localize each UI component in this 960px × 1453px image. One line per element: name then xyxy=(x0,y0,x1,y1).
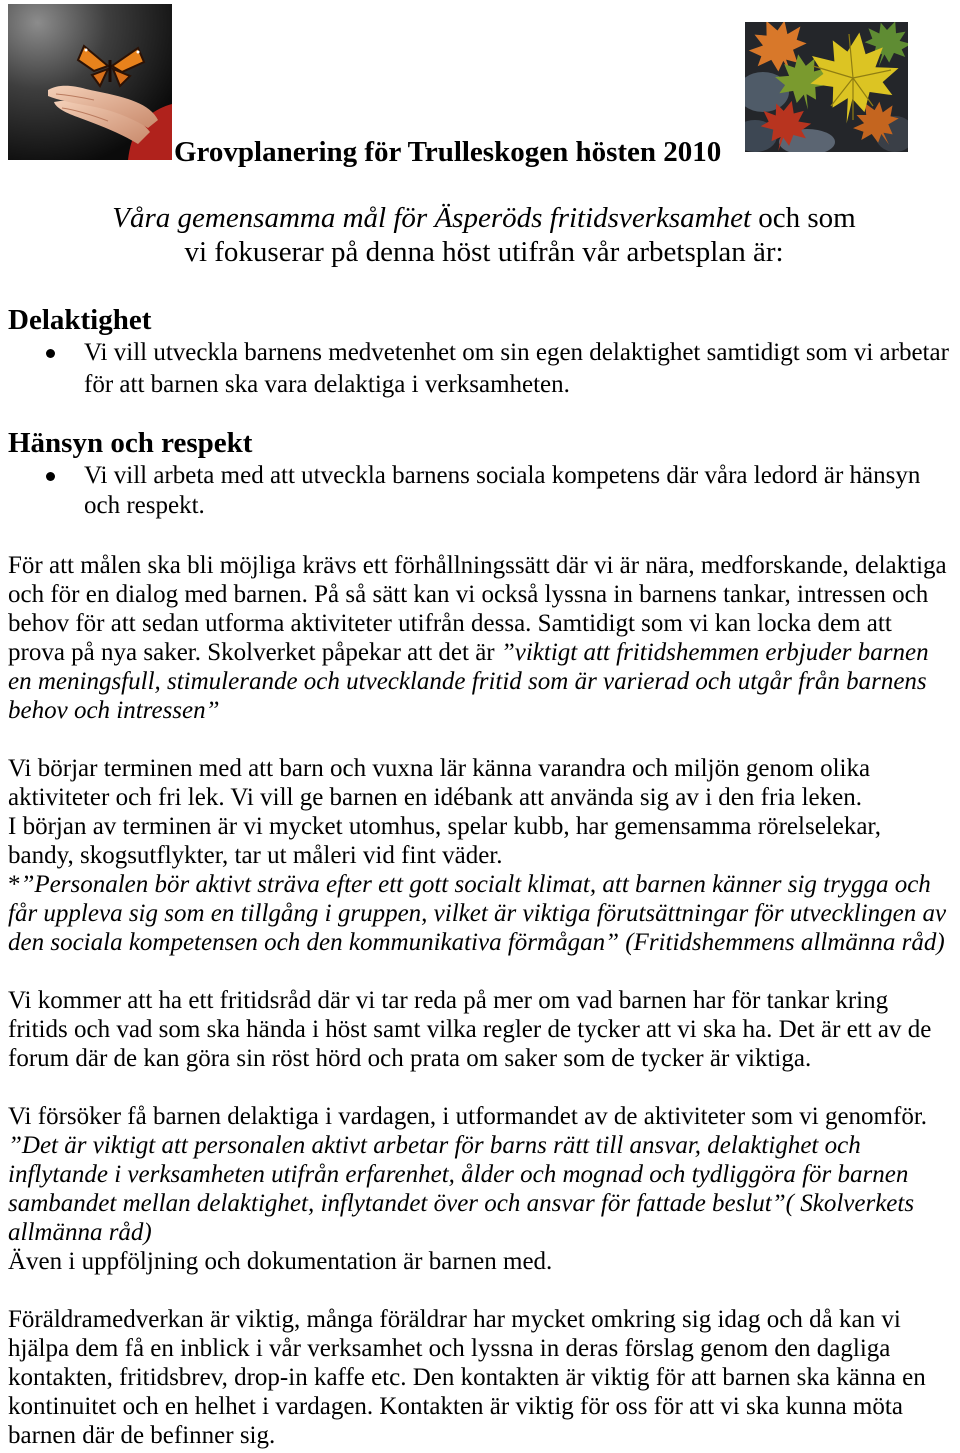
section-heading-delaktighet: Delaktighet xyxy=(8,304,152,336)
text-run: barnen där de befinner sig. xyxy=(8,1422,276,1449)
intro-text xyxy=(8,201,960,269)
body-paragraph xyxy=(8,1305,960,1450)
text-line xyxy=(8,1421,960,1450)
text-run: och som xyxy=(751,202,856,234)
text-line xyxy=(8,667,960,696)
italic-text: Våra gemensamma mål för Äsperöds fritidsverksamhet xyxy=(112,202,752,234)
text-line xyxy=(84,337,960,369)
body-paragraph xyxy=(8,1102,960,1276)
text-line xyxy=(8,580,960,609)
text-line xyxy=(8,1044,960,1073)
text-line xyxy=(8,696,960,725)
text-line xyxy=(84,491,960,521)
text-line xyxy=(8,1160,960,1189)
text-line xyxy=(8,841,960,870)
italic-text: allmänna råd) xyxy=(8,1219,152,1246)
text-run: för att barnen ska vara delaktiga i verksamheten. xyxy=(84,371,570,398)
butterfly-hands-image xyxy=(8,4,172,160)
text-line xyxy=(8,1189,960,1218)
text-line xyxy=(8,1334,960,1363)
text-line xyxy=(8,1247,960,1276)
text-run: bandy, skogsutflykter, tar ut måleri vid fint väder. xyxy=(8,842,503,869)
text-line xyxy=(8,201,960,235)
text-run: * xyxy=(8,871,21,898)
italic-text: behov och intressen” xyxy=(8,697,220,724)
autumn-leaves-image xyxy=(745,22,908,152)
bullet-text xyxy=(84,461,960,521)
text-line xyxy=(84,461,960,491)
text-line xyxy=(8,870,960,899)
text-line xyxy=(8,638,960,667)
text-line xyxy=(8,235,960,269)
text-run: kontinuitet och en helhet i vardagen. Kontakten är viktig för oss för att vi ska kunna möta xyxy=(8,1393,903,1420)
text-run: I början av terminen är vi mycket utomhus, spelar kubb, har gemensamma rörelselekar, xyxy=(8,813,882,840)
text-line xyxy=(8,986,960,1015)
italic-text: ”viktigt att fritidshemmen erbjuder barnen xyxy=(500,639,929,666)
body-paragraph xyxy=(8,754,960,957)
text-line xyxy=(8,754,960,783)
text-line xyxy=(8,609,960,638)
text-run: Vi vill utveckla barnens medvetenhet om sin egen delaktighet samtidigt som vi arbetar xyxy=(84,339,949,366)
italic-text: en meningsfull, stimulerande och utvecklande fritid som är varierad och utgår från barnens xyxy=(8,668,927,695)
text-line xyxy=(8,1363,960,1392)
text-run: forum där de kan göra sin röst hörd och prata om saker som de tycker är viktiga. xyxy=(8,1045,812,1072)
text-line xyxy=(8,1392,960,1421)
text-line xyxy=(8,1102,960,1131)
italic-text: den sociala kompetensen och den kommunikativa förmågan” (Fritidshemmens allmänna råd) xyxy=(8,929,945,956)
text-run: hjälpa dem få en inblick i vår verksamhet och lyssna in deras förslag genom den dagliga xyxy=(8,1335,891,1362)
text-run: För att målen ska bli möjliga krävs ett förhållningssätt där vi är nära, medforskande, delaktiga xyxy=(8,552,947,579)
text-line xyxy=(8,1218,960,1247)
text-line xyxy=(8,783,960,812)
text-run: prova på nya saker. Skolverket påpekar att det är xyxy=(8,639,501,666)
butterfly-hands-photo xyxy=(8,4,172,160)
text-line xyxy=(8,1015,960,1044)
text-line xyxy=(8,551,960,580)
bullet-item xyxy=(8,337,960,401)
text-line xyxy=(8,1305,960,1334)
body-paragraph xyxy=(8,551,960,725)
document-title: Grovplanering för Trulleskogen hösten 2010 xyxy=(174,136,722,168)
bullet-icon xyxy=(46,472,55,481)
text-run: Vi försöker få barnen delaktiga i vardagen, i utformandet av de aktiviteter som vi genomför. xyxy=(8,1103,928,1130)
text-run: fritids och vad som ska hända i höst samt vilka regler de tycker att vi ska ha. Det är ett av de xyxy=(8,1016,932,1043)
bullet-item xyxy=(8,461,960,521)
body-text xyxy=(8,551,960,1450)
text-line xyxy=(8,1131,960,1160)
text-line xyxy=(8,928,960,957)
italic-text: sambandet mellan delaktighet, inflytandet över och ansvar för fattade beslut”( Skolverkets xyxy=(8,1190,915,1217)
bullet-list-hansyn-och-respekt xyxy=(8,461,960,521)
bullet-text xyxy=(84,337,960,401)
text-run: Vi börjar terminen med att barn och vuxna lär känna varandra och miljön genom olika xyxy=(8,755,871,782)
autumn-leaves-photo xyxy=(745,22,908,152)
text-run: och respekt. xyxy=(84,492,205,519)
italic-text: inflytande i verksamheten utifrån erfarenhet, ålder och mognad och tydliggöra för barnen xyxy=(8,1161,909,1188)
text-run: Vi kommer att ha ett fritidsråd där vi tar reda på mer om vad barnen har för tankar kring xyxy=(8,987,889,1014)
bullet-list-delaktighet xyxy=(8,337,960,401)
section-heading-hansyn-och-respekt: Hänsyn och respekt xyxy=(8,427,253,459)
text-run: och för en dialog med barnen. På så sätt kan vi också lyssna in barnens tankar, intressen och xyxy=(8,581,929,608)
italic-text: ”Det är viktigt att personalen aktivt arbetar för barns rätt till ansvar, delaktighet och xyxy=(8,1132,861,1159)
italic-text: får uppleva sig som en tillgång i gruppen, vilket är viktiga förutsättningar för utvecklingen av xyxy=(8,900,947,927)
bullet-icon xyxy=(46,349,55,358)
text-line xyxy=(84,369,960,401)
text-run: kontakten, fritidsbrev, drop-in kaffe etc. Den kontakten är viktig för att barnen ska känna en xyxy=(8,1364,926,1391)
text-line xyxy=(8,899,960,928)
text-run: Även i uppföljning och dokumentation är barnen med. xyxy=(8,1248,553,1275)
text-line xyxy=(8,812,960,841)
body-paragraph xyxy=(8,986,960,1073)
text-run: behov för att sedan utforma aktiviteter utifrån dessa. Samtidigt som vi kan locka dem att xyxy=(8,610,892,637)
text-run: vi fokuserar på denna höst utifrån vår arbetsplan är: xyxy=(184,236,784,268)
text-run: Föräldramedverkan är viktig, många föräldrar har mycket omkring sig idag och då kan vi xyxy=(8,1306,901,1333)
text-run: Vi vill arbeta med att utveckla barnens sociala kompetens där våra ledord är hänsyn xyxy=(84,462,921,489)
italic-text: ”Personalen bör aktivt sträva efter ett gott socialt klimat, att barnen känner sig trygga och xyxy=(20,871,931,898)
text-run: aktiviteter och fri lek. Vi vill ge barnen en idébank att använda sig av i den fria leken. xyxy=(8,784,862,811)
